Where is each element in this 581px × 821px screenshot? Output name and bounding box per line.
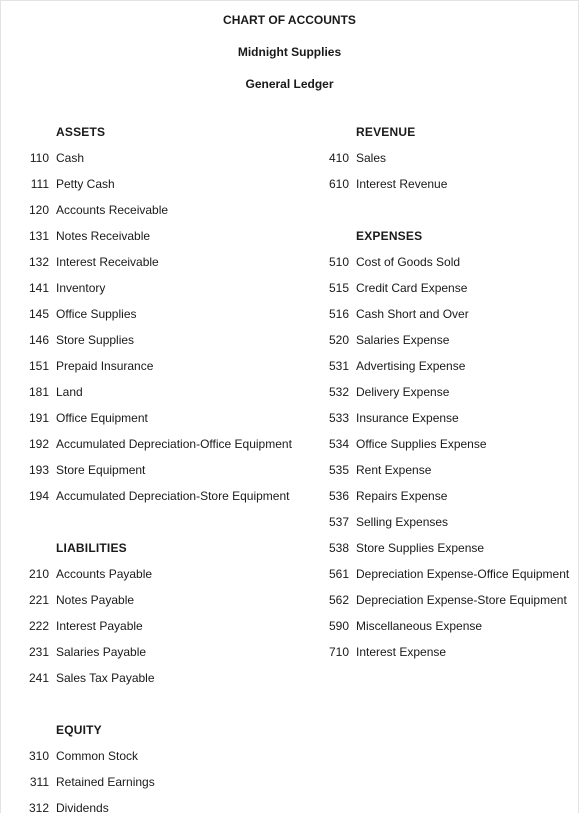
account-name: Store Supplies Expense	[356, 541, 485, 555]
section-spacer	[1, 509, 301, 535]
account-number: 146	[29, 333, 50, 347]
account-name: Salaries Expense	[356, 333, 450, 347]
account-row	[1, 353, 301, 379]
account-name: Interest Revenue	[356, 177, 448, 191]
account-name: Store Equipment	[56, 463, 146, 477]
account-name: Prepaid Insurance	[56, 359, 154, 373]
account-number: 533	[329, 411, 350, 425]
account-row	[1, 223, 301, 249]
account-number: 145	[29, 307, 50, 321]
section-heading: LIABILITIES	[56, 541, 127, 555]
account-number: 193	[29, 463, 50, 477]
account-row	[301, 145, 580, 171]
account-number: 534	[329, 437, 350, 451]
account-number: 181	[29, 385, 50, 399]
account-number: 510	[329, 255, 350, 269]
account-name: Accumulated Depreciation-Store Equipment	[56, 489, 290, 503]
account-name: Office Equipment	[56, 411, 148, 425]
account-row	[1, 249, 301, 275]
account-row	[301, 171, 580, 197]
account-name: Cash Short and Over	[356, 307, 469, 321]
account-row	[301, 327, 580, 353]
right-column	[301, 119, 580, 665]
account-row	[301, 301, 580, 327]
account-row	[1, 665, 301, 691]
account-row	[301, 613, 580, 639]
account-name: Notes Payable	[56, 593, 135, 607]
account-row	[301, 431, 580, 457]
account-row	[301, 457, 580, 483]
account-number: 132	[29, 255, 50, 269]
account-number: 311	[29, 775, 49, 789]
account-name: Sales Tax Payable	[56, 671, 155, 685]
account-name: Interest Expense	[356, 645, 447, 659]
account-row	[301, 353, 580, 379]
account-name: Credit Card Expense	[356, 281, 468, 295]
account-name: Dividends	[56, 801, 109, 815]
account-number: 710	[329, 645, 350, 659]
account-name: Interest Receivable	[56, 255, 159, 269]
account-row	[301, 587, 580, 613]
account-number: 312	[29, 801, 50, 815]
account-name: Common Stock	[56, 749, 139, 763]
account-name: Rent Expense	[356, 463, 432, 477]
account-name: Store Supplies	[56, 333, 135, 347]
account-row	[1, 457, 301, 483]
account-number: 221	[29, 593, 50, 607]
section-spacer	[1, 691, 301, 717]
account-number: 536	[329, 489, 350, 503]
left-column	[1, 119, 301, 821]
account-number: 192	[29, 437, 50, 451]
account-row	[1, 483, 301, 509]
account-number: 111	[30, 177, 49, 191]
section-heading: ASSETS	[56, 125, 106, 139]
account-name: Interest Payable	[56, 619, 143, 633]
account-number: 538	[329, 541, 350, 555]
account-number: 520	[329, 333, 350, 347]
account-name: Insurance Expense	[356, 411, 459, 425]
account-row	[301, 639, 580, 665]
account-row	[301, 535, 580, 561]
account-row	[1, 405, 301, 431]
account-number: 590	[329, 619, 350, 633]
account-number: 310	[29, 749, 50, 763]
account-name: Office Supplies Expense	[356, 437, 487, 451]
account-row	[1, 639, 301, 665]
account-number: 120	[29, 203, 50, 217]
section-heading: EQUITY	[56, 723, 102, 737]
account-name: Office Supplies	[56, 307, 137, 321]
account-name: Advertising Expense	[356, 359, 466, 373]
account-row	[1, 561, 301, 587]
account-name: Miscellaneous Expense	[356, 619, 483, 633]
account-row	[1, 145, 301, 171]
account-number: 141	[29, 281, 50, 295]
account-row	[1, 795, 301, 821]
account-name: Accumulated Depreciation-Office Equipment	[56, 437, 292, 451]
account-name: Petty Cash	[56, 177, 115, 191]
account-row	[1, 587, 301, 613]
account-name: Delivery Expense	[356, 385, 450, 399]
account-row	[301, 561, 580, 587]
account-name: Cost of Goods Sold	[356, 255, 461, 269]
account-number: 561	[329, 567, 350, 581]
account-row	[1, 301, 301, 327]
account-name: Notes Receivable	[56, 229, 151, 243]
account-number: 562	[329, 593, 350, 607]
account-row	[1, 275, 301, 301]
account-name: Repairs Expense	[356, 489, 448, 503]
account-row	[1, 613, 301, 639]
account-number: 210	[29, 567, 50, 581]
account-row	[1, 743, 301, 769]
account-number: 410	[329, 151, 350, 165]
account-name: Sales	[356, 151, 387, 165]
account-row	[301, 249, 580, 275]
account-row	[301, 405, 580, 431]
account-number: 516	[329, 307, 350, 321]
company-name: Midnight Supplies	[237, 45, 342, 59]
account-row	[1, 197, 301, 223]
account-row	[1, 379, 301, 405]
account-name: Salaries Payable	[56, 645, 147, 659]
section-spacer	[301, 197, 580, 223]
document-title: CHART OF ACCOUNTS	[223, 13, 356, 27]
account-name: Accounts Payable	[56, 567, 153, 581]
account-name: Selling Expenses	[356, 515, 449, 529]
account-number: 241	[29, 671, 50, 685]
account-name: Depreciation Expense-Office Equipment	[356, 567, 570, 581]
account-number: 131	[29, 229, 50, 243]
section-heading: REVENUE	[356, 125, 416, 139]
account-number: 535	[329, 463, 350, 477]
account-row	[301, 275, 580, 301]
account-name: Accounts Receivable	[56, 203, 169, 217]
account-row	[301, 509, 580, 535]
account-row	[301, 483, 580, 509]
account-number: 610	[329, 177, 350, 191]
account-number: 151	[29, 359, 50, 373]
account-name: Depreciation Expense-Store Equipment	[356, 593, 567, 607]
account-number: 531	[329, 359, 350, 373]
account-number: 222	[29, 619, 50, 633]
account-number: 194	[29, 489, 50, 503]
account-number: 537	[329, 515, 350, 529]
account-number: 110	[29, 151, 49, 165]
account-row	[1, 171, 301, 197]
account-row	[1, 769, 301, 795]
account-row	[301, 379, 580, 405]
account-name: Retained Earnings	[56, 775, 155, 789]
account-number: 191	[29, 411, 50, 425]
account-name: Inventory	[56, 281, 106, 295]
account-row	[1, 431, 301, 457]
account-number: 231	[29, 645, 50, 659]
ledger-name: General Ledger	[245, 77, 334, 91]
section-heading: EXPENSES	[356, 229, 423, 243]
account-number: 515	[329, 281, 350, 295]
account-name: Land	[56, 385, 83, 399]
account-number: 532	[329, 385, 350, 399]
account-name: Cash	[56, 151, 85, 165]
account-row	[1, 327, 301, 353]
